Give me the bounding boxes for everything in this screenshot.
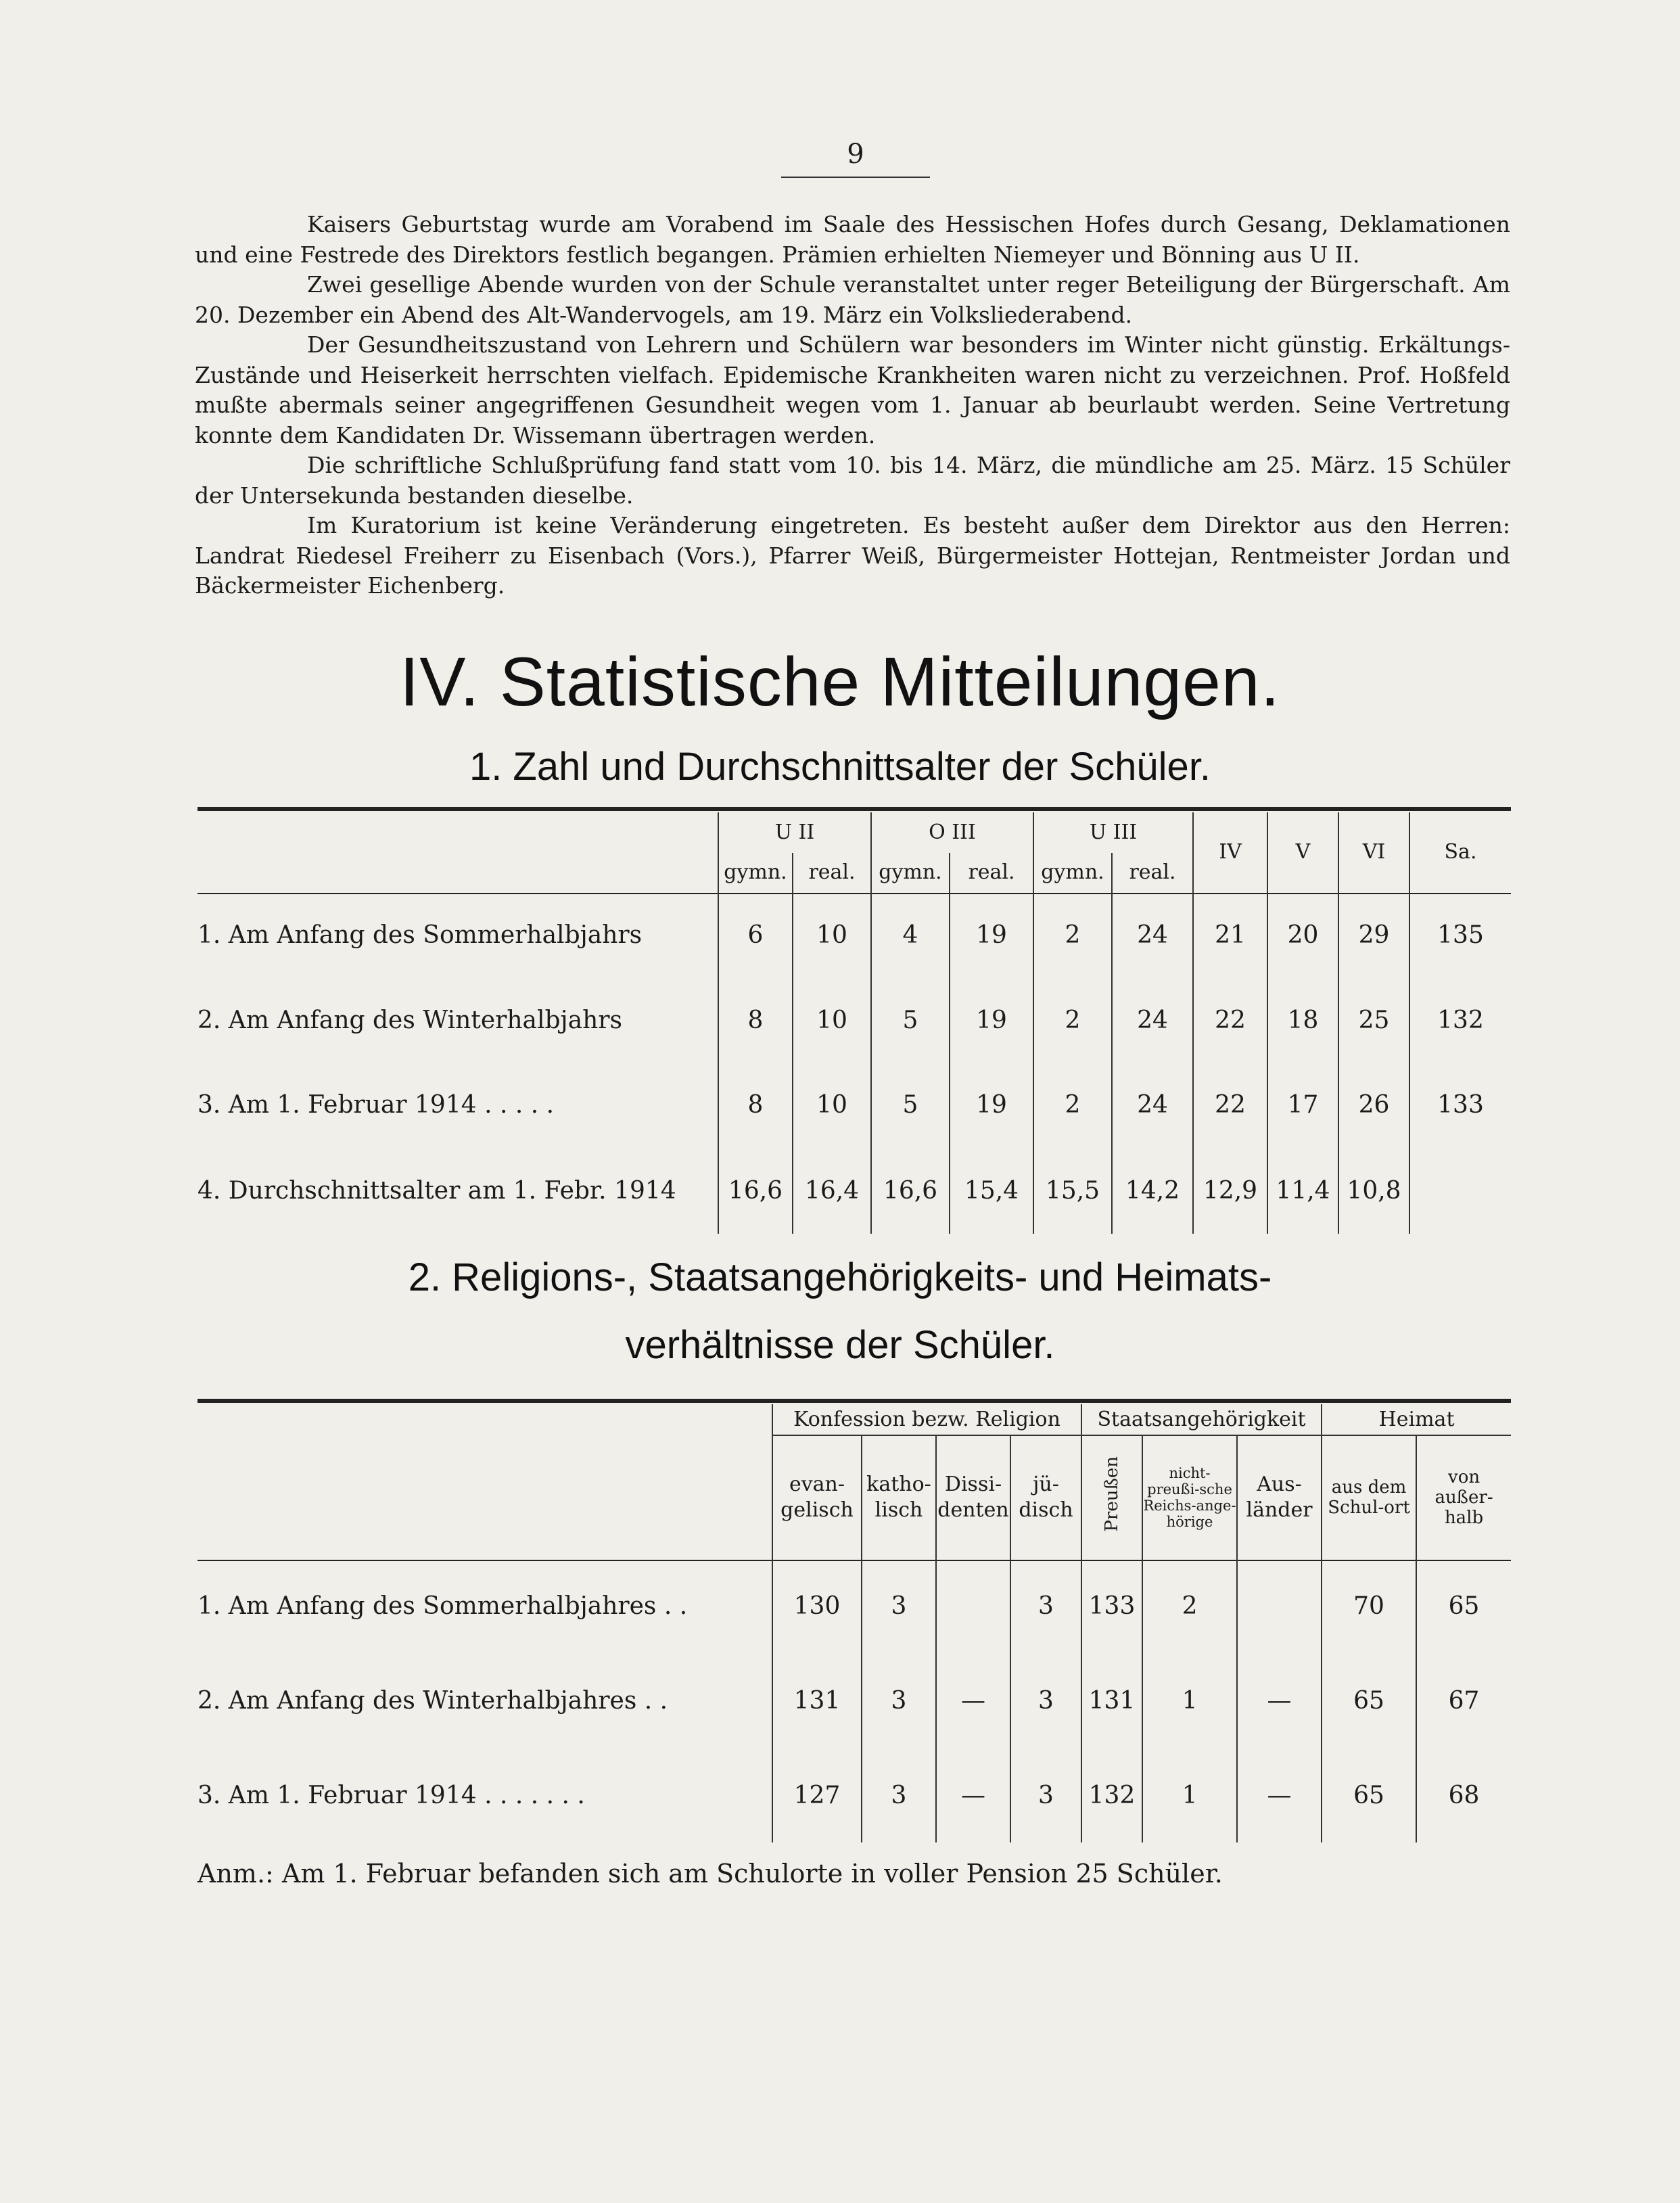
table1-top-rule (197, 807, 1511, 811)
col-group-staatsangehoerigkeit: Staatsangehörigkeit (1081, 1404, 1322, 1435)
cell: 3 (862, 1748, 936, 1842)
cell: 16,6 (871, 1147, 950, 1234)
col-iv: IV (1193, 812, 1267, 892)
table2-title-line2: verhältnisse der Schüler. (625, 1323, 1055, 1367)
col-group-heimat: Heimat (1322, 1404, 1511, 1435)
col-juedisch: jü-disch (1010, 1435, 1081, 1558)
cell: 3 (862, 1558, 936, 1653)
row-label: 3. Am 1. Februar 1914 . . . . . . . (197, 1781, 585, 1809)
cell: 70 (1322, 1558, 1416, 1653)
col-uii-gymn: gymn. (718, 853, 793, 892)
cell: 24 (1112, 892, 1193, 978)
cell: 22 (1193, 1063, 1267, 1147)
cell: — (936, 1748, 1010, 1842)
cell: 2 (1142, 1558, 1237, 1653)
section-title: IV. Statistische Mitteilungen. (400, 643, 1280, 720)
col-uiii-gymn: gymn. (1033, 853, 1112, 892)
paragraph: Die schriftliche Schlußprüfung fand statt vom 10. bis 14. März, die mündliche am 25. März. 15 Schüler der Untersekunda bestanden dieselbe. (195, 452, 1510, 509)
col-katholisch: katho-lisch (862, 1435, 936, 1558)
row-label: 1. Am Anfang des Sommerhalbjahrs (197, 921, 643, 949)
cell: 4 (871, 892, 950, 978)
cell: 19 (950, 1063, 1033, 1147)
cell: 1 (1142, 1653, 1237, 1748)
cell: 68 (1416, 1748, 1511, 1842)
cell: 3 (862, 1653, 936, 1748)
col-group-uiii: U III (1033, 812, 1193, 853)
cell: 133 (1081, 1558, 1142, 1653)
col-ausserhalb: von außer-halb (1416, 1435, 1511, 1558)
cell: 2 (1033, 892, 1112, 978)
cell: 12,9 (1193, 1147, 1267, 1234)
cell: 3 (1010, 1748, 1081, 1842)
paragraph: Im Kuratorium ist keine Veränderung eingetreten. Es besteht außer dem Direktor aus den Herren: Landrat Riedesel Freiherr zu Eisenbach (Vors.), Pfarrer Weiß, Bürgermeister Hottejan, Rentmeister Jordan und Bäckermeister Eichenberg. (195, 512, 1510, 599)
cell: 2 (1033, 978, 1112, 1063)
cell (1409, 1147, 1511, 1234)
cell: 127 (772, 1748, 862, 1842)
cell: 19 (950, 978, 1033, 1063)
cell: 11,4 (1267, 1147, 1338, 1234)
cell: — (1237, 1748, 1322, 1842)
cell: 18 (1267, 978, 1338, 1063)
col-v: V (1267, 812, 1338, 892)
cell: 6 (718, 892, 793, 978)
table1 (197, 812, 1511, 1234)
cell: 65 (1416, 1558, 1511, 1653)
cell: 20 (1267, 892, 1338, 978)
cell: 24 (1112, 978, 1193, 1063)
cell: 21 (1193, 892, 1267, 978)
table2-corner (197, 1404, 772, 1558)
page-number: 9 (781, 139, 930, 178)
col-preussen: Preußen (1102, 1456, 1123, 1532)
cell: 8 (718, 1063, 793, 1147)
cell: 19 (950, 892, 1033, 978)
cell: 5 (871, 978, 950, 1063)
cell: 3 (1010, 1653, 1081, 1748)
cell (1237, 1558, 1322, 1653)
col-group-uii: U II (718, 812, 871, 853)
row-label: 2. Am Anfang des Winterhalbjahrs (197, 1006, 623, 1034)
cell: 135 (1409, 892, 1511, 978)
cell: 65 (1322, 1653, 1416, 1748)
cell (936, 1558, 1010, 1653)
table2-title-line1: 2. Religions-, Staatsangehörigkeits- und Heimats- (408, 1255, 1272, 1299)
col-uiii-real: real. (1112, 853, 1193, 892)
cell: 17 (1267, 1063, 1338, 1147)
cell: — (936, 1653, 1010, 1748)
cell: 132 (1081, 1748, 1142, 1842)
cell: 10 (793, 978, 871, 1063)
col-group-oiii: O III (871, 812, 1033, 853)
paragraph: Zwei gesellige Abende wurden von der Schule veranstaltet unter reger Beteiligung der Bürgerschaft. Am 20. Dezember ein Abend des Alt-Wandervogels, am 19. März ein Volksliederabend. (195, 271, 1510, 328)
col-group-konfession: Konfession bezw. Religion (772, 1404, 1081, 1435)
cell: 25 (1338, 978, 1409, 1063)
cell: 132 (1409, 978, 1511, 1063)
table1-corner (197, 812, 718, 892)
cell: 29 (1338, 892, 1409, 978)
cell: 15,5 (1033, 1147, 1112, 1234)
row-label: 1. Am Anfang des Sommerhalbjahres . . (197, 1592, 688, 1620)
cell: 15,4 (950, 1147, 1033, 1234)
row-label: 2. Am Anfang des Winterhalbjahres . . (197, 1686, 668, 1715)
cell: 5 (871, 1063, 950, 1147)
footnote: Anm.: Am 1. Februar befanden sich am Schulorte in voller Pension 25 Schüler. (197, 1859, 1223, 1888)
cell: 16,4 (793, 1147, 871, 1234)
col-vi: VI (1338, 812, 1409, 892)
cell: 8 (718, 978, 793, 1063)
cell: 26 (1338, 1063, 1409, 1147)
col-uii-real: real. (793, 853, 871, 892)
col-preussen-cell (1081, 1435, 1142, 1558)
col-nichtpreussische-reichsangehoerige: nicht-preußi-sche Reichs-ange-hörige (1142, 1435, 1237, 1558)
col-auslaender: Aus-länder (1237, 1435, 1322, 1558)
cell: 131 (772, 1653, 862, 1748)
cell: 131 (1081, 1653, 1142, 1748)
row-label: 3. Am 1. Februar 1914 . . . . . (197, 1091, 555, 1119)
col-sa: Sa. (1409, 812, 1511, 892)
intro-text (195, 210, 1510, 601)
table2-top-rule (197, 1399, 1511, 1403)
cell: 10,8 (1338, 1147, 1409, 1234)
col-evangelisch: evan-gelisch (772, 1435, 862, 1558)
cell: 24 (1112, 1063, 1193, 1147)
cell: 67 (1416, 1653, 1511, 1748)
cell: 22 (1193, 978, 1267, 1063)
col-dissidenten: Dissi-denten (936, 1435, 1010, 1558)
cell: 16,6 (718, 1147, 793, 1234)
table1-title: 1. Zahl und Durchschnittsalter der Schüler. (469, 745, 1211, 789)
row-label: 4. Durchschnittsalter am 1. Febr. 1914 (197, 1176, 676, 1205)
table2 (197, 1404, 1511, 1842)
col-schulort: aus dem Schul-ort (1322, 1435, 1416, 1558)
cell: 3 (1010, 1558, 1081, 1653)
cell: 130 (772, 1558, 862, 1653)
col-oiii-real: real. (950, 853, 1033, 892)
cell: 1 (1142, 1748, 1237, 1842)
cell: 2 (1033, 1063, 1112, 1147)
cell: 10 (793, 892, 871, 978)
cell: 65 (1322, 1748, 1416, 1842)
cell: 14,2 (1112, 1147, 1193, 1234)
cell: 133 (1409, 1063, 1511, 1147)
cell: — (1237, 1653, 1322, 1748)
paragraph: Der Gesundheitszustand von Lehrern und Schülern war besonders im Winter nicht günstig. Erkältungs-Zustände und Heiserkeit herrschten vielfach. Epidemische Krankheiten waren nicht zu verzeichnen. Prof. Hoßfeld mußte abermals seiner angegriffenen Gesundheit wegen vom 1. Januar ab beurlaubt werden. Seine Vertretung konnte dem Kandidaten Dr. Wissemann übertragen werden. (195, 331, 1510, 448)
col-oiii-gymn: gymn. (871, 853, 950, 892)
cell: 10 (793, 1063, 871, 1147)
paragraph: Kaisers Geburtstag wurde am Vorabend im Saale des Hessischen Hofes durch Gesang, Deklamationen und eine Festrede des Direktors festlich begangen. Prämien erhielten Niemeyer und Bönning aus U II. (195, 211, 1510, 268)
